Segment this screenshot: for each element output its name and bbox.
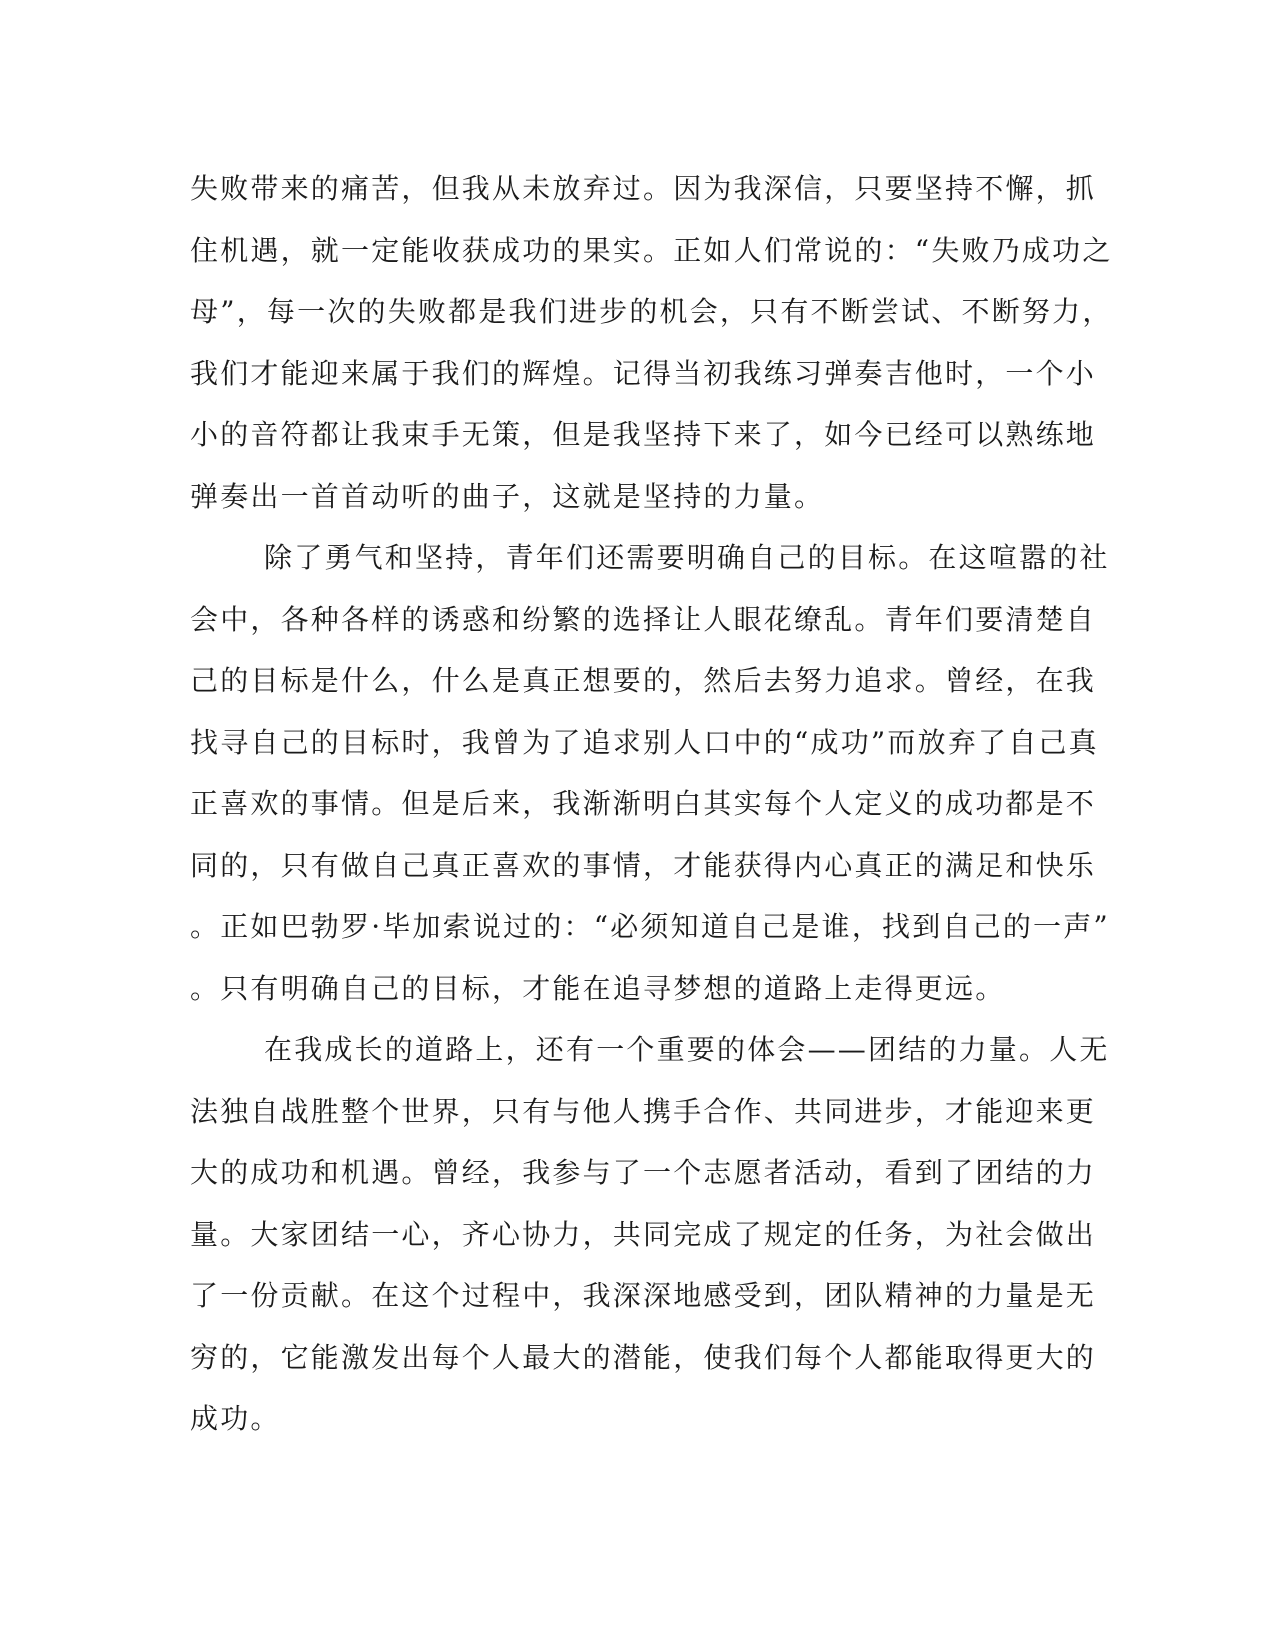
text-line: 在我成长的道路上，还有一个重要的体会——团结的力量。人无 xyxy=(264,1033,1110,1066)
text-line: 找寻自己的目标时，我曾为了追求别人口中的“成功”而放弃了自己真 xyxy=(190,725,1099,759)
text-line: 失败带来的痛苦，但我从未放弃过。因为我深信，只要坚持不懈，抓 xyxy=(190,172,1097,205)
text-line: 。只有明确自己的目标，才能在追寻梦想的道路上走得更远。 xyxy=(190,971,1006,1005)
text-line: 法独自战胜整个世界，只有与他人携手合作、共同进步，才能迎来更 xyxy=(190,1094,1097,1128)
text-line: 住机遇，就一定能收获成功的果实。正如人们常说的：“失败乃成功之 xyxy=(190,233,1113,267)
text-line: 了一份贡献。在这个过程中，我深深地感受到，团队精神的力量是无 xyxy=(190,1279,1097,1312)
text-line: 除了勇气和坚持，青年们还需要明确自己的目标。在这喧嚣的社 xyxy=(264,541,1110,574)
paragraph-2 xyxy=(190,527,1110,1019)
text-line: 同的，只有做自己真正喜欢的事情，才能获得内心真正的满足和快乐 xyxy=(190,848,1097,882)
text-line: 母”，每一次的失败都是我们进步的机会，只有不断尝试、不断努力， xyxy=(190,295,1113,328)
text-line: 我们才能迎来属于我们的辉煌。记得当初我练习弹奏吉他时，一个小 xyxy=(190,356,1097,390)
text-line: 正喜欢的事情。但是后来，我渐渐明白其实每个人定义的成功都是不 xyxy=(190,787,1097,820)
paragraph-3 xyxy=(190,1019,1110,1450)
text-line: 穷的，它能激发出每个人最大的潜能，使我们每个人都能取得更大的 xyxy=(190,1340,1097,1374)
text-line: 会中，各种各样的诱惑和纷繁的选择让人眼花缭乱。青年们要清楚自 xyxy=(190,602,1097,636)
text-line: 成功。 xyxy=(190,1402,281,1435)
text-line: 大的成功和机遇。曾经，我参与了一个志愿者活动，看到了团结的力 xyxy=(190,1156,1097,1189)
text-line: 弹奏出一首首动听的曲子，这就是坚持的力量。 xyxy=(190,479,825,513)
text-line: 小的音符都让我束手无策，但是我坚持下来了，如今已经可以熟练地 xyxy=(190,418,1097,451)
text-line: 量。大家团结一心，齐心协力，共同完成了规定的任务，为社会做出 xyxy=(190,1217,1097,1251)
paragraph-1 xyxy=(190,158,1113,527)
text-line: 己的目标是什么，什么是真正想要的，然后去努力追求。曾经，在我 xyxy=(190,664,1097,697)
body-text xyxy=(190,158,1113,1450)
text-line: 。正如巴勃罗·毕加索说过的：“必须知道自己是谁，找到自己的一声” xyxy=(190,910,1110,943)
